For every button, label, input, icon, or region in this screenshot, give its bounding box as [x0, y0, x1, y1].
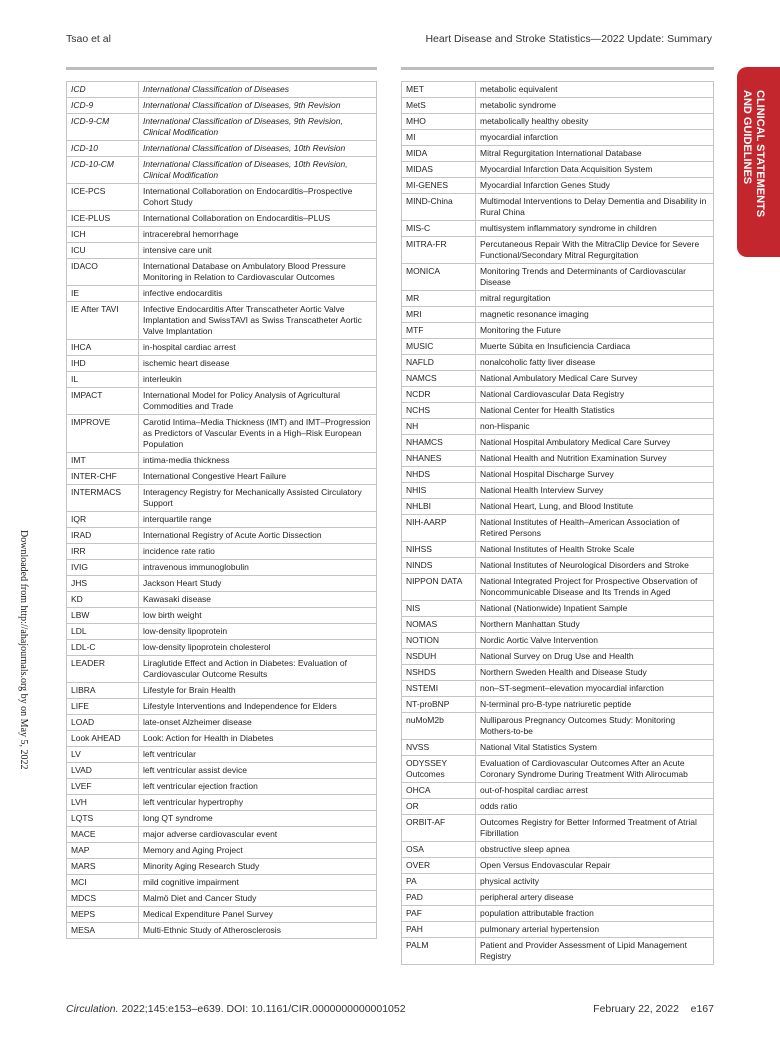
definition-cell: National Hospital Discharge Survey [476, 467, 714, 483]
definition-cell: Malmö Diet and Cancer Study [139, 891, 377, 907]
table-row [402, 601, 714, 617]
abbreviation-cell: NOTION [402, 633, 476, 649]
abbreviation-cell: LDL [67, 624, 139, 640]
abbreviation-cell: NIS [402, 601, 476, 617]
abbreviation-cell: LIFE [67, 699, 139, 715]
table-row [67, 453, 377, 469]
table-top-rule [66, 67, 377, 70]
table-row [67, 640, 377, 656]
definition-cell: Kawasaki disease [139, 592, 377, 608]
table-row [402, 783, 714, 799]
abbreviation-cell: OSA [402, 842, 476, 858]
abbreviation-cell: INTER-CHF [67, 469, 139, 485]
definition-cell: International Classification of Diseases, 9th Revision, Clinical Modification [139, 114, 377, 141]
abbreviation-cell: ICD-9-CM [67, 114, 139, 141]
table-row [402, 221, 714, 237]
table-row [67, 907, 377, 923]
definition-cell: National Hospital Ambulatory Medical Care Survey [476, 435, 714, 451]
definition-cell: Outcomes Registry for Better Informed Treatment of Atrial Fibrillation [476, 815, 714, 842]
abbreviation-cell: MetS [402, 98, 476, 114]
definition-cell: National Health Interview Survey [476, 483, 714, 499]
definition-cell: Nordic Aortic Valve Intervention [476, 633, 714, 649]
abbreviation-cell: MIND-China [402, 194, 476, 221]
table-row [67, 356, 377, 372]
table-row [402, 435, 714, 451]
abbreviation-cell: PA [402, 874, 476, 890]
abbreviation-cell: MESA [67, 923, 139, 939]
definition-cell: Muerte Súbita en Insuficiencia Cardiaca [476, 339, 714, 355]
definition-cell: left ventricular ejection fraction [139, 779, 377, 795]
table-row [67, 211, 377, 227]
abbreviation-cell: MHO [402, 114, 476, 130]
definition-cell: Jackson Heart Study [139, 576, 377, 592]
abbreviation-cell: NSDUH [402, 649, 476, 665]
definition-cell: non–ST-segment–elevation myocardial infarction [476, 681, 714, 697]
section-tab-label: CLINICAL STATEMENTS AND GUIDELINES [741, 90, 766, 218]
table-row [67, 560, 377, 576]
abbreviation-cell: NT-proBNP [402, 697, 476, 713]
table-row [402, 483, 714, 499]
abbreviation-cell: JHS [67, 576, 139, 592]
table-row [402, 617, 714, 633]
table-row [402, 371, 714, 387]
definition-cell: in-hospital cardiac arrest [139, 340, 377, 356]
table-row [402, 574, 714, 601]
table-row [402, 264, 714, 291]
definition-cell: pulmonary arterial hypertension [476, 922, 714, 938]
table-row [67, 114, 377, 141]
abbreviation-cell: IE [67, 286, 139, 302]
abbreviation-cell: ICD-9 [67, 98, 139, 114]
table-row [402, 307, 714, 323]
definition-cell: International Classification of Diseases [139, 82, 377, 98]
abbreviation-cell: ICU [67, 243, 139, 259]
definition-cell: International Classification of Diseases, 10th Revision [139, 141, 377, 157]
definition-cell: myocardial infarction [476, 130, 714, 146]
table-row [67, 923, 377, 939]
table-row [402, 542, 714, 558]
table-row [402, 98, 714, 114]
abbreviation-cell: LV [67, 747, 139, 763]
definition-cell: International Classification of Diseases, 10th Revision, Clinical Modification [139, 157, 377, 184]
table-row [402, 114, 714, 130]
abbreviation-cell: LEADER [67, 656, 139, 683]
table-row [67, 624, 377, 640]
table-row [67, 656, 377, 683]
table-row [402, 697, 714, 713]
table-row [402, 938, 714, 965]
table-row [402, 237, 714, 264]
table-row [402, 633, 714, 649]
definition-cell: International Model for Policy Analysis of Agricultural Commodities and Trade [139, 388, 377, 415]
abbreviation-cell: MR [402, 291, 476, 307]
footer-journal: Circulation. [66, 1003, 119, 1015]
definition-cell: National Center for Health Statistics [476, 403, 714, 419]
table-row [402, 339, 714, 355]
table-row [67, 592, 377, 608]
table-row [402, 890, 714, 906]
table-row [402, 162, 714, 178]
definition-cell: Lifestyle Interventions and Independence for Elders [139, 699, 377, 715]
definition-cell: Memory and Aging Project [139, 843, 377, 859]
definition-cell: National (Nationwide) Inpatient Sample [476, 601, 714, 617]
definition-cell: Multi-Ethnic Study of Atherosclerosis [139, 923, 377, 939]
abbreviation-cell: MUSIC [402, 339, 476, 355]
abbreviation-cell: IHD [67, 356, 139, 372]
table-row [402, 799, 714, 815]
definition-cell: International Congestive Heart Failure [139, 469, 377, 485]
definition-cell: major adverse cardiovascular event [139, 827, 377, 843]
table-row [67, 795, 377, 811]
definition-cell: International Classification of Diseases, 9th Revision [139, 98, 377, 114]
definition-cell: National Cardiovascular Data Registry [476, 387, 714, 403]
table-row [67, 683, 377, 699]
definition-cell: metabolically healthy obesity [476, 114, 714, 130]
table-row [67, 859, 377, 875]
definition-cell: National Health and Nutrition Examination Survey [476, 451, 714, 467]
abbreviation-cell: NHIS [402, 483, 476, 499]
definition-cell: International Collaboration on Endocarditis–PLUS [139, 211, 377, 227]
definition-cell: National Survey on Drug Use and Health [476, 649, 714, 665]
definition-cell: N-terminal pro-B-type natriuretic peptide [476, 697, 714, 713]
definition-cell: odds ratio [476, 799, 714, 815]
abbreviation-cell: IDACO [67, 259, 139, 286]
table-row [402, 403, 714, 419]
definition-cell: non-Hispanic [476, 419, 714, 435]
table-row [402, 82, 714, 98]
definition-cell: mitral regurgitation [476, 291, 714, 307]
table-row [67, 827, 377, 843]
definition-cell: left ventricular hypertrophy [139, 795, 377, 811]
abbreviation-cell: MEPS [67, 907, 139, 923]
abbreviation-cell: ICD-10-CM [67, 157, 139, 184]
abbreviation-cell: MITRA-FR [402, 237, 476, 264]
abbreviation-cell: PAF [402, 906, 476, 922]
abbreviation-cell: LIBRA [67, 683, 139, 699]
footer-date-page: February 22, 2022 e167 [593, 1003, 714, 1015]
table-row [402, 906, 714, 922]
abbreviation-cell: MIDA [402, 146, 476, 162]
definition-cell: International Registry of Acute Aortic Dissection [139, 528, 377, 544]
abbreviation-cell: MTF [402, 323, 476, 339]
table-row [402, 419, 714, 435]
definition-cell: Percutaneous Repair With the MitraClip Device for Severe Functional/Secondary Mitral Regurgitation [476, 237, 714, 264]
table-row [67, 779, 377, 795]
abbreviation-cell: IVIG [67, 560, 139, 576]
table-row [67, 98, 377, 114]
table-row [402, 467, 714, 483]
table-row [67, 388, 377, 415]
abbreviation-cell: IRAD [67, 528, 139, 544]
table-row [402, 874, 714, 890]
definition-cell: Patient and Provider Assessment of Lipid Management Registry [476, 938, 714, 965]
definition-cell: Myocardial Infarction Data Acquisition System [476, 162, 714, 178]
abbreviation-cell: NIH-AARP [402, 515, 476, 542]
definition-cell: Open Versus Endovascular Repair [476, 858, 714, 874]
definition-cell: peripheral artery disease [476, 890, 714, 906]
abbreviation-cell: LOAD [67, 715, 139, 731]
definition-cell: intensive care unit [139, 243, 377, 259]
abbreviation-cell: MI [402, 130, 476, 146]
table-row [67, 811, 377, 827]
definition-cell: Mitral Regurgitation International Database [476, 146, 714, 162]
table-row [402, 665, 714, 681]
abbreviation-cell: PAD [402, 890, 476, 906]
definition-cell: Monitoring Trends and Determinants of Cardiovascular Disease [476, 264, 714, 291]
definition-cell: left ventricular assist device [139, 763, 377, 779]
definition-cell: National Institutes of Neurological Disorders and Stroke [476, 558, 714, 574]
table-row [67, 184, 377, 211]
table-row [67, 415, 377, 453]
abbreviation-cell: nuMoM2b [402, 713, 476, 740]
definition-cell: intima-media thickness [139, 453, 377, 469]
table-row [402, 756, 714, 783]
definition-cell: population attributable fraction [476, 906, 714, 922]
abbreviation-cell: IMPACT [67, 388, 139, 415]
definition-cell: low-density lipoprotein cholesterol [139, 640, 377, 656]
abbreviation-cell: NIHSS [402, 542, 476, 558]
definition-cell: International Collaboration on Endocarditis–Prospective Cohort Study [139, 184, 377, 211]
abbreviation-cell: MIS-C [402, 221, 476, 237]
table-row [67, 843, 377, 859]
definition-cell: National Ambulatory Medical Care Survey [476, 371, 714, 387]
table-row [402, 499, 714, 515]
abbreviation-cell: LDL-C [67, 640, 139, 656]
abbreviation-cell: ORBIT-AF [402, 815, 476, 842]
definition-cell: Look: Action for Health in Diabetes [139, 731, 377, 747]
table-row [67, 286, 377, 302]
abbreviation-cell: ICH [67, 227, 139, 243]
table-row [402, 515, 714, 542]
table-row [402, 194, 714, 221]
footer-citation [66, 1003, 406, 1015]
table-row [402, 178, 714, 194]
abbreviation-cell: NHLBI [402, 499, 476, 515]
definition-cell: metabolic equivalent [476, 82, 714, 98]
table-row [402, 649, 714, 665]
abbreviation-cell: MARS [67, 859, 139, 875]
abbreviation-cell: LVH [67, 795, 139, 811]
running-header-authors: Tsao et al [66, 33, 111, 45]
table-row [402, 355, 714, 371]
definition-cell: Liraglutide Effect and Action in Diabetes: Evaluation of Cardiovascular Outcome Results [139, 656, 377, 683]
abbreviation-cell: NCHS [402, 403, 476, 419]
abbreviation-cell: KD [67, 592, 139, 608]
table-row [67, 715, 377, 731]
definition-cell: Northern Sweden Health and Disease Study [476, 665, 714, 681]
abbreviation-cell: IRR [67, 544, 139, 560]
table-row [402, 713, 714, 740]
table-row [67, 259, 377, 286]
abbreviation-cell: OVER [402, 858, 476, 874]
table-row [402, 323, 714, 339]
definition-cell: Medical Expenditure Panel Survey [139, 907, 377, 923]
definition-cell: ischemic heart disease [139, 356, 377, 372]
abbreviation-cell: NHDS [402, 467, 476, 483]
abbreviation-cell: NIPPON DATA [402, 574, 476, 601]
definition-cell: National Institutes of Health Stroke Scale [476, 542, 714, 558]
table-row [67, 608, 377, 624]
table-row [402, 740, 714, 756]
definition-cell: Interagency Registry for Mechanically Assisted Circulatory Support [139, 485, 377, 512]
table-row [402, 146, 714, 162]
table-row [67, 763, 377, 779]
table-row [402, 858, 714, 874]
definition-cell: mild cognitive impairment [139, 875, 377, 891]
definition-cell: Multimodal Interventions to Delay Dementia and Disability in Rural China [476, 194, 714, 221]
abbreviation-table-right-container [401, 67, 714, 965]
definition-cell: metabolic syndrome [476, 98, 714, 114]
abbreviation-cell: NSTEMI [402, 681, 476, 697]
abbreviation-cell: ICE-PLUS [67, 211, 139, 227]
table-row [67, 243, 377, 259]
abbreviation-cell: MONICA [402, 264, 476, 291]
abbreviation-cell: ICE-PCS [67, 184, 139, 211]
definition-cell: National Heart, Lung, and Blood Institute [476, 499, 714, 515]
definition-cell: magnetic resonance imaging [476, 307, 714, 323]
definition-cell: National Integrated Project for Prospective Observation of Noncommunicable Disease and Its Trends in Aged [476, 574, 714, 601]
abbreviation-cell: NINDS [402, 558, 476, 574]
abbreviation-cell: IMPROVE [67, 415, 139, 453]
definition-cell: Myocardial Infarction Genes Study [476, 178, 714, 194]
table-row [67, 528, 377, 544]
definition-cell: National Vital Statistics System [476, 740, 714, 756]
definition-cell: Monitoring the Future [476, 323, 714, 339]
abbreviation-cell: MACE [67, 827, 139, 843]
definition-cell: National Institutes of Health–American Association of Retired Persons [476, 515, 714, 542]
table-row [402, 922, 714, 938]
definition-cell: Carotid Intima–Media Thickness (IMT) and IMT–Progression as Predictors of Vascular Events in a High–Risk European Population [139, 415, 377, 453]
table-row [67, 469, 377, 485]
table-row [67, 340, 377, 356]
abbreviation-cell: LBW [67, 608, 139, 624]
table-row [67, 699, 377, 715]
abbreviation-cell: NHAMCS [402, 435, 476, 451]
abbreviation-cell: MET [402, 82, 476, 98]
definition-cell: Evaluation of Cardiovascular Outcomes After an Acute Coronary Syndrome During Treatment With Alirocumab [476, 756, 714, 783]
abbreviation-cell: Look AHEAD [67, 731, 139, 747]
abbreviation-cell: INTERMACS [67, 485, 139, 512]
abbreviation-cell: IQR [67, 512, 139, 528]
abbreviation-cell: MDCS [67, 891, 139, 907]
abbreviation-cell: OR [402, 799, 476, 815]
abbreviation-cell: MAP [67, 843, 139, 859]
table-row [67, 82, 377, 98]
table-row [67, 731, 377, 747]
table-row [67, 227, 377, 243]
definition-cell: long QT syndrome [139, 811, 377, 827]
abbreviation-cell: NOMAS [402, 617, 476, 633]
download-note: Downloaded from http://ahajournals.org by on May 5, 2022 [18, 530, 29, 770]
table-row [67, 372, 377, 388]
abbreviation-cell: MCI [67, 875, 139, 891]
table-row [402, 842, 714, 858]
table-row [67, 485, 377, 512]
definition-cell: low-density lipoprotein [139, 624, 377, 640]
table-row [67, 302, 377, 340]
definition-cell: Lifestyle for Brain Health [139, 683, 377, 699]
abbreviation-cell: NAFLD [402, 355, 476, 371]
definition-cell: out-of-hospital cardiac arrest [476, 783, 714, 799]
abbreviation-cell: NAMCS [402, 371, 476, 387]
definition-cell: intravenous immunoglobulin [139, 560, 377, 576]
definition-cell: multisystem inflammatory syndrome in children [476, 221, 714, 237]
definition-cell: Infective Endocarditis After Transcatheter Aortic Valve Implantation and SwissTAVI as Swiss Transcatheter Aortic Valve Implantation [139, 302, 377, 340]
definition-cell: International Database on Ambulatory Blood Pressure Monitoring in Relation to Cardiovascular Outcomes [139, 259, 377, 286]
table-row [402, 130, 714, 146]
table-top-rule [401, 67, 714, 70]
definition-cell: interquartile range [139, 512, 377, 528]
abbreviation-table-left-container [66, 67, 377, 939]
abbreviation-cell: ODYSSEY Outcomes [402, 756, 476, 783]
abbreviation-table-left [66, 81, 377, 939]
abbreviation-cell: LVEF [67, 779, 139, 795]
table-row [402, 815, 714, 842]
definition-cell: Nulliparous Pregnancy Outcomes Study: Monitoring Mothers-to-be [476, 713, 714, 740]
definition-cell: physical activity [476, 874, 714, 890]
table-row [402, 558, 714, 574]
table-row [67, 891, 377, 907]
abbreviation-cell: NVSS [402, 740, 476, 756]
abbreviation-cell: NHANES [402, 451, 476, 467]
definition-cell: obstructive sleep apnea [476, 842, 714, 858]
definition-cell: infective endocarditis [139, 286, 377, 302]
table-row [402, 387, 714, 403]
abbreviation-cell: MI-GENES [402, 178, 476, 194]
abbreviation-cell: ICD [67, 82, 139, 98]
abbreviation-cell: LVAD [67, 763, 139, 779]
abbreviation-cell: MRI [402, 307, 476, 323]
abbreviation-cell: OHCA [402, 783, 476, 799]
table-row [67, 512, 377, 528]
abbreviation-cell: NSHDS [402, 665, 476, 681]
definition-cell: interleukin [139, 372, 377, 388]
definition-cell: left ventricular [139, 747, 377, 763]
abbreviation-cell: LQTS [67, 811, 139, 827]
definition-cell: Minority Aging Research Study [139, 859, 377, 875]
abbreviation-cell: NH [402, 419, 476, 435]
abbreviation-cell: ICD-10 [67, 141, 139, 157]
table-row [67, 576, 377, 592]
table-row [67, 747, 377, 763]
definition-cell: incidence rate ratio [139, 544, 377, 560]
table-row [402, 291, 714, 307]
abbreviation-cell: NCDR [402, 387, 476, 403]
abbreviation-cell: IL [67, 372, 139, 388]
abbreviation-cell: MIDAS [402, 162, 476, 178]
abbreviation-cell: IE After TAVI [67, 302, 139, 340]
abbreviation-cell: PALM [402, 938, 476, 965]
footer-doi: 2022;145:e153–e639. DOI: 10.1161/CIR.0000000000001052 [118, 1003, 406, 1015]
definition-cell: low birth weight [139, 608, 377, 624]
definition-cell: Northern Manhattan Study [476, 617, 714, 633]
table-row [67, 544, 377, 560]
table-row [67, 875, 377, 891]
table-row [67, 157, 377, 184]
running-header-title: Heart Disease and Stroke Statistics—2022 Update: Summary [425, 33, 712, 45]
definition-cell: intracerebral hemorrhage [139, 227, 377, 243]
abbreviation-table-right [401, 81, 714, 965]
definition-cell: late-onset Alzheimer disease [139, 715, 377, 731]
table-row [402, 451, 714, 467]
table-row [402, 681, 714, 697]
abbreviation-cell: IHCA [67, 340, 139, 356]
abbreviation-cell: IMT [67, 453, 139, 469]
table-row [67, 141, 377, 157]
definition-cell: nonalcoholic fatty liver disease [476, 355, 714, 371]
abbreviation-cell: PAH [402, 922, 476, 938]
